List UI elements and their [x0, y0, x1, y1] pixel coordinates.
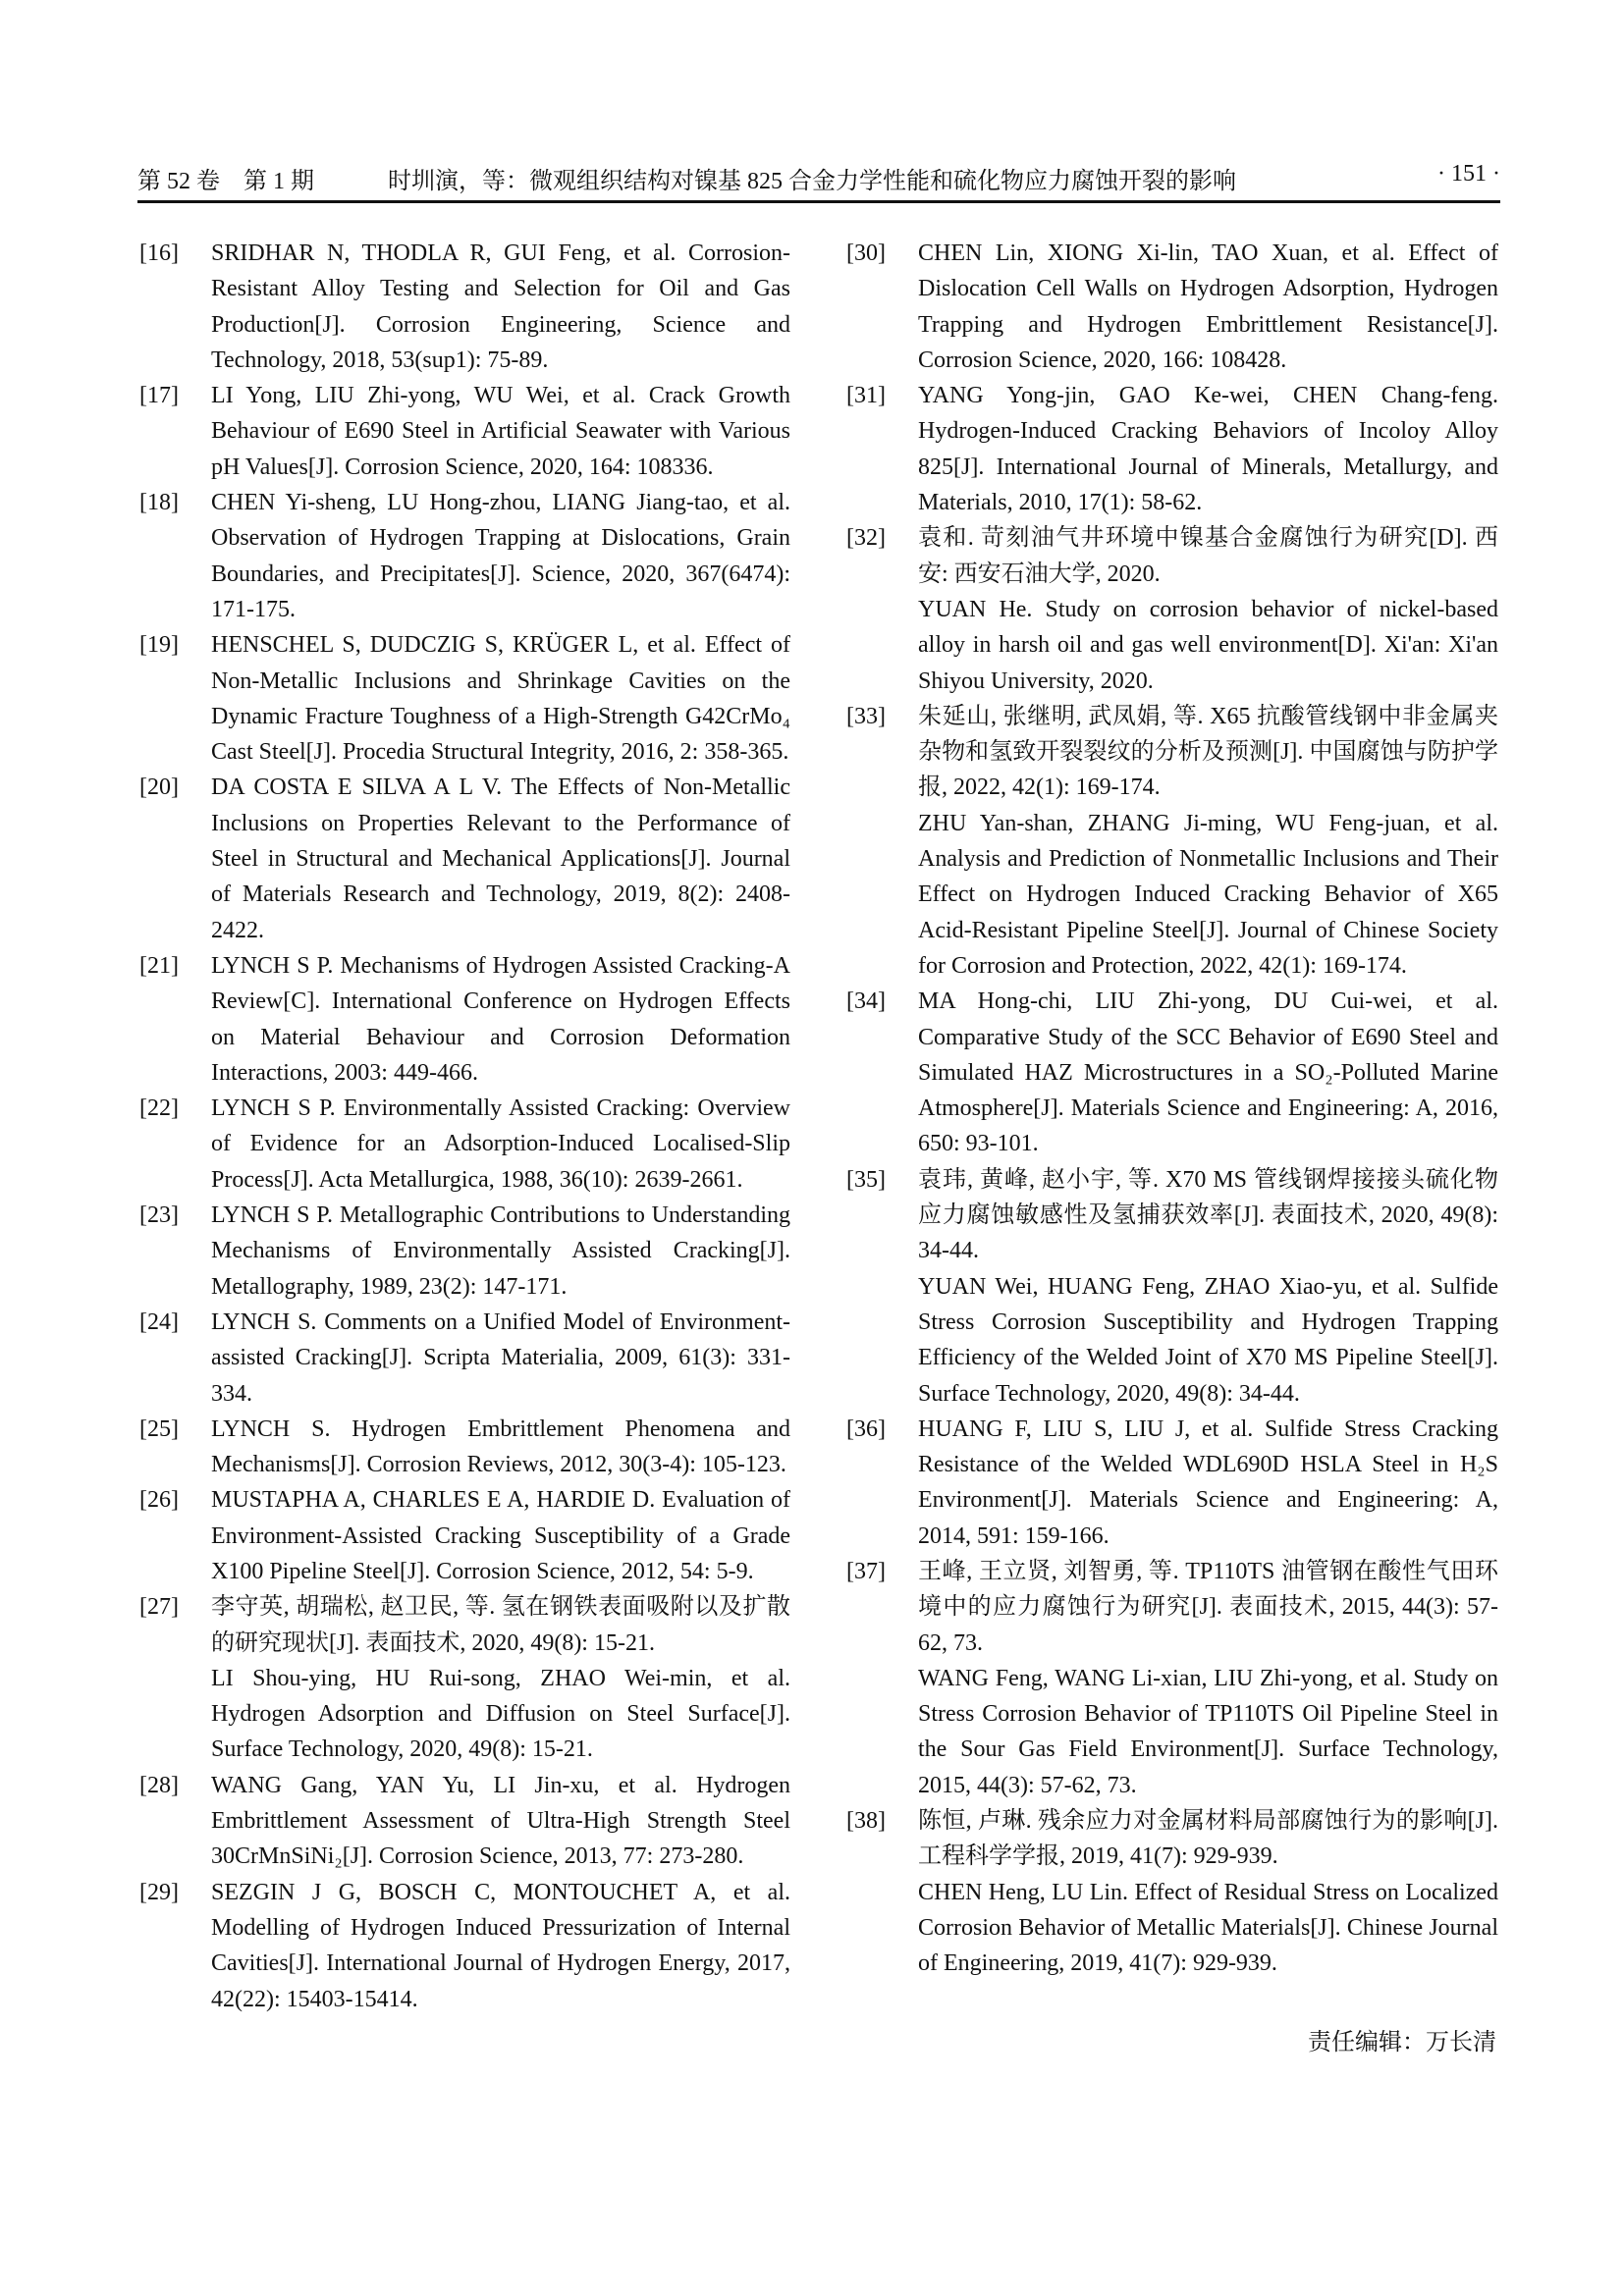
reference-text: DA COSTA E SILVA A L V. The Effects of Non-Metallic Inclusions on Properties Relevant to the Performance of Steel in Structural and Mechanical Applications[J]. Journal of Materials Research and Technology, 2019, 8(2): 2408-2422.: [211, 774, 790, 943]
running-header: [137, 157, 1500, 196]
reference-item: [846, 1162, 1498, 1412]
reference-text: WANG Gang, YAN Yu, LI Jin-xu, et al. Hydrogen Embrittlement Assessment of Ultra-High Strength Steel 30CrMnSiNi₂[J]. Corrosion Science, 2013, 77: 273-280.: [211, 1772, 790, 1870]
reference-text: 王峰, 王立贤, 刘智勇, 等. TP110TS 油管钢在酸性气田环境中的应力腐蚀行为研究[J]. 表面技术, 2015, 44(3): 57-62, 73.: [918, 1558, 1498, 1656]
reference-text: HENSCHEL S, DUDCZIG S, KRÜGER L, et al. Effect of Non-Metallic Inclusions and Shrinkage Cavities on the Dynamic Fracture Toughness of a High-Strength G42CrMo₄ Cast Steel[J]. Procedia Structural Integrity, 2016, 2: 358-365.: [211, 632, 790, 766]
reference-text: 袁和. 苛刻油气井环境中镍基合金腐蚀行为研究[D]. 西安: 西安石油大学, 2020.: [918, 525, 1498, 587]
reference-item: [846, 984, 1498, 1161]
reference-item: [139, 948, 790, 1091]
reference-text: ZHU Yan-shan, ZHANG Ji-ming, WU Feng-juan, et al. Analysis and Prediction of Nonmetallic Inclusions and Their Effect on Hydrogen Induced Cracking Behavior of X65 Acid-Resistant Pipeline Steel[J]. Journal of Chinese Society for Corrosion and Protection, 2022, 42(1): 169-174.: [918, 810, 1498, 979]
reference-item: [139, 1875, 790, 2017]
reference-text: YUAN Wei, HUANG Feng, ZHAO Xiao-yu, et al. Sulfide Stress Corrosion Susceptibility and Hydrogen Trapping Efficiency of the Welded Joint of X70 MS Pipeline Steel[J]. Surface Technology, 2020, 49(8): 34-44.: [918, 1273, 1498, 1407]
reference-text: 朱延山, 张继明, 武凤娟, 等. X65 抗酸管线钢中非金属夹杂物和氢致开裂裂纹的分析及预测[J]. 中国腐蚀与防护学报, 2022, 42(1): 169-174.: [918, 703, 1498, 801]
reference-text: SRIDHAR N, THODLA R, GUI Feng, et al. Corrosion-Resistant Alloy Testing and Selection for Oil and Gas Production[J]. Corrosion Engineering, Science and Technology, 2018, 53(sup1): 75-89.: [211, 240, 790, 373]
reference-text: SEZGIN J G, BOSCH C, MONTOUCHET A, et al. Modelling of Hydrogen Induced Pressurization of Internal Cavities[J]. International Journal of Hydrogen Energy, 2017, 42(22): 15403-15414.: [211, 1879, 790, 2012]
reference-item: [139, 485, 790, 627]
reference-number: [25]: [139, 1415, 179, 1442]
reference-text: 袁玮, 黄峰, 赵小宇, 等. X70 MS 管线钢焊接接头硫化物应力腐蚀敏感性及氢捕获效率[J]. 表面技术, 2020, 49(8): 34-44.: [918, 1166, 1498, 1264]
reference-item: [139, 236, 790, 378]
reference-item: [846, 520, 1498, 698]
reference-number: [38]: [846, 1808, 886, 1835]
reference-item: [139, 1198, 790, 1305]
reference-number: [32]: [846, 525, 886, 552]
reference-number: [23]: [139, 1202, 179, 1229]
reference-number: [18]: [139, 490, 179, 516]
reference-text: CHEN Yi-sheng, LU Hong-zhou, LIANG Jiang-tao, et al. Observation of Hydrogen Trapping at Dislocations, Grain Boundaries, and Precipitates[J]. Science, 2020, 367(6474): 171-175.: [211, 490, 790, 622]
reference-number: [19]: [139, 632, 179, 659]
reference-number: [22]: [139, 1095, 179, 1122]
reference-number: [31]: [846, 383, 886, 409]
reference-text: 陈恒, 卢琳. 残余应力对金属材料局部腐蚀行为的影响[J]. 工程科学学报, 2019, 41(7): 929-939.: [918, 1808, 1498, 1870]
reference-item: [139, 1589, 790, 1767]
reference-number: [17]: [139, 383, 179, 409]
reference-number: [36]: [846, 1415, 886, 1442]
reference-text: LI Yong, LIU Zhi-yong, WU Wei, et al. Crack Growth Behaviour of E690 Steel in Artificial Seawater with Various pH Values[J]. Corrosion Science, 2020, 164: 108336.: [211, 383, 790, 480]
reference-item: [139, 1482, 790, 1589]
reference-text: YANG Yong-jin, GAO Ke-wei, CHEN Chang-feng. Hydrogen-Induced Cracking Behaviors of Incoloy Alloy 825[J]. International Journal of Minerals, Metallurgy, and Materials, 2010, 17(1): 58-62.: [918, 383, 1498, 516]
reference-number: [27]: [139, 1594, 179, 1621]
reference-number: [34]: [846, 988, 886, 1015]
reference-number: [35]: [846, 1166, 886, 1193]
reference-number: [21]: [139, 952, 179, 979]
reference-number: [16]: [139, 240, 179, 266]
reference-number: [26]: [139, 1487, 179, 1514]
reference-text: LYNCH S. Comments on a Unified Model of Environment-assisted Cracking[J]. Scripta Materialia, 2009, 61(3): 331-334.: [211, 1308, 790, 1407]
reference-item: [846, 1412, 1498, 1554]
running-title: 时圳演，等：微观组织结构对镍基 825 合金力学性能和硫化物应力腐蚀开裂的影响: [388, 169, 1236, 194]
volume-issue: 第 52 卷 第 1 期: [137, 169, 314, 194]
page-number: · 151 ·: [1437, 161, 1500, 187]
references-right-column: [846, 236, 1498, 1982]
reference-number: [37]: [846, 1558, 886, 1584]
reference-number: [24]: [139, 1308, 179, 1335]
reference-text: WANG Feng, WANG Li-xian, LIU Zhi-yong, et al. Study on Stress Corrosion Behavior of TP110TS Oil Pipeline Steel in the Sour Gas Field Environment[J]. Surface Technology, 2015, 44(3): 57-62, 73.: [918, 1665, 1498, 1798]
reference-item: [139, 770, 790, 947]
reference-number: [28]: [139, 1772, 179, 1798]
reference-text: LYNCH S P. Mechanisms of Hydrogen Assisted Cracking-A Review[C]. International Conference on Hydrogen Effects on Material Behaviour and Corrosion Deformation Interactions, 2003: 449-466.: [211, 952, 790, 1086]
reference-text: YUAN He. Study on corrosion behavior of nickel-based alloy in harsh oil and gas well environment[D]. Xi'an: Xi'an Shiyou University, 2020.: [918, 596, 1498, 694]
reference-item: [846, 378, 1498, 520]
reference-item: [139, 378, 790, 485]
reference-item: [846, 699, 1498, 984]
reference-number: [20]: [139, 774, 179, 801]
reference-text: CHEN Lin, XIONG Xi-lin, TAO Xuan, et al. Effect of Dislocation Cell Walls on Hydrogen Adsorption, Hydrogen Trapping and Hydrogen Embrittlement Resistance[J]. Corrosion Science, 2020, 166: 108428.: [918, 240, 1498, 373]
reference-item: [846, 1803, 1498, 1981]
reference-text: LYNCH S P. Environmentally Assisted Cracking: Overview of Evidence for an Adsorption-Induced Localised-Slip Process[J]. Acta Metallurgica, 1988, 36(10): 2639-2661.: [211, 1095, 790, 1193]
reference-text: 李守英, 胡瑞松, 赵卫民, 等. 氢在钢铁表面吸附以及扩散的研究现状[J]. 表面技术, 2020, 49(8): 15-21.: [211, 1594, 790, 1656]
reference-item: [139, 627, 790, 770]
reference-text: LYNCH S. Hydrogen Embrittlement Phenomena and Mechanisms[J]. Corrosion Reviews, 2012, 30(3-4): 105-123.: [211, 1415, 790, 1478]
reference-item: [846, 236, 1498, 378]
reference-number: [33]: [846, 703, 886, 729]
reference-item: [846, 1554, 1498, 1803]
reference-text: LYNCH S P. Metallographic Contributions to Understanding Mechanisms of Environmentally Assisted Cracking[J]. Metallography, 1989, 23(2): 147-171.: [211, 1202, 790, 1300]
reference-item: [139, 1091, 790, 1198]
reference-text: CHEN Heng, LU Lin. Effect of Residual Stress on Localized Corrosion Behavior of Metallic Materials[J]. Chinese Journal of Engineering, 2019, 41(7): 929-939.: [918, 1879, 1498, 1977]
reference-item: [139, 1768, 790, 1875]
responsible-editor: 责任编辑：万长清: [1308, 2030, 1496, 2056]
header-rule: [137, 200, 1500, 203]
reference-item: [139, 1305, 790, 1412]
reference-text: LI Shou-ying, HU Rui-song, ZHAO Wei-min, et al. Hydrogen Adsorption and Diffusion on Steel Surface[J]. Surface Technology, 2020, 49(8): 15-21.: [211, 1665, 790, 1763]
reference-number: [29]: [139, 1879, 179, 1905]
reference-item: [139, 1412, 790, 1483]
references-left-column: [139, 236, 790, 2017]
reference-text: MUSTAPHA A, CHARLES E A, HARDIE D. Evaluation of Environment-Assisted Cracking Susceptibility of a Grade X100 Pipeline Steel[J]. Corrosion Science, 2012, 54: 5-9.: [211, 1487, 790, 1584]
reference-text: HUANG F, LIU S, LIU J, et al. Sulfide Stress Cracking Resistance of the Welded WDL690D HSLA Steel in H₂S Environment[J]. Materials Science and Engineering: A, 2014, 591: 159-166.: [918, 1415, 1498, 1549]
reference-text: MA Hong-chi, LIU Zhi-yong, DU Cui-wei, et al. Comparative Study of the SCC Behavior of E690 Steel and Simulated HAZ Microstructures in a SO₂-Polluted Marine Atmosphere[J]. Materials Science and Engineering: A, 2016, 650: 93-101.: [918, 988, 1498, 1157]
reference-number: [30]: [846, 240, 886, 266]
